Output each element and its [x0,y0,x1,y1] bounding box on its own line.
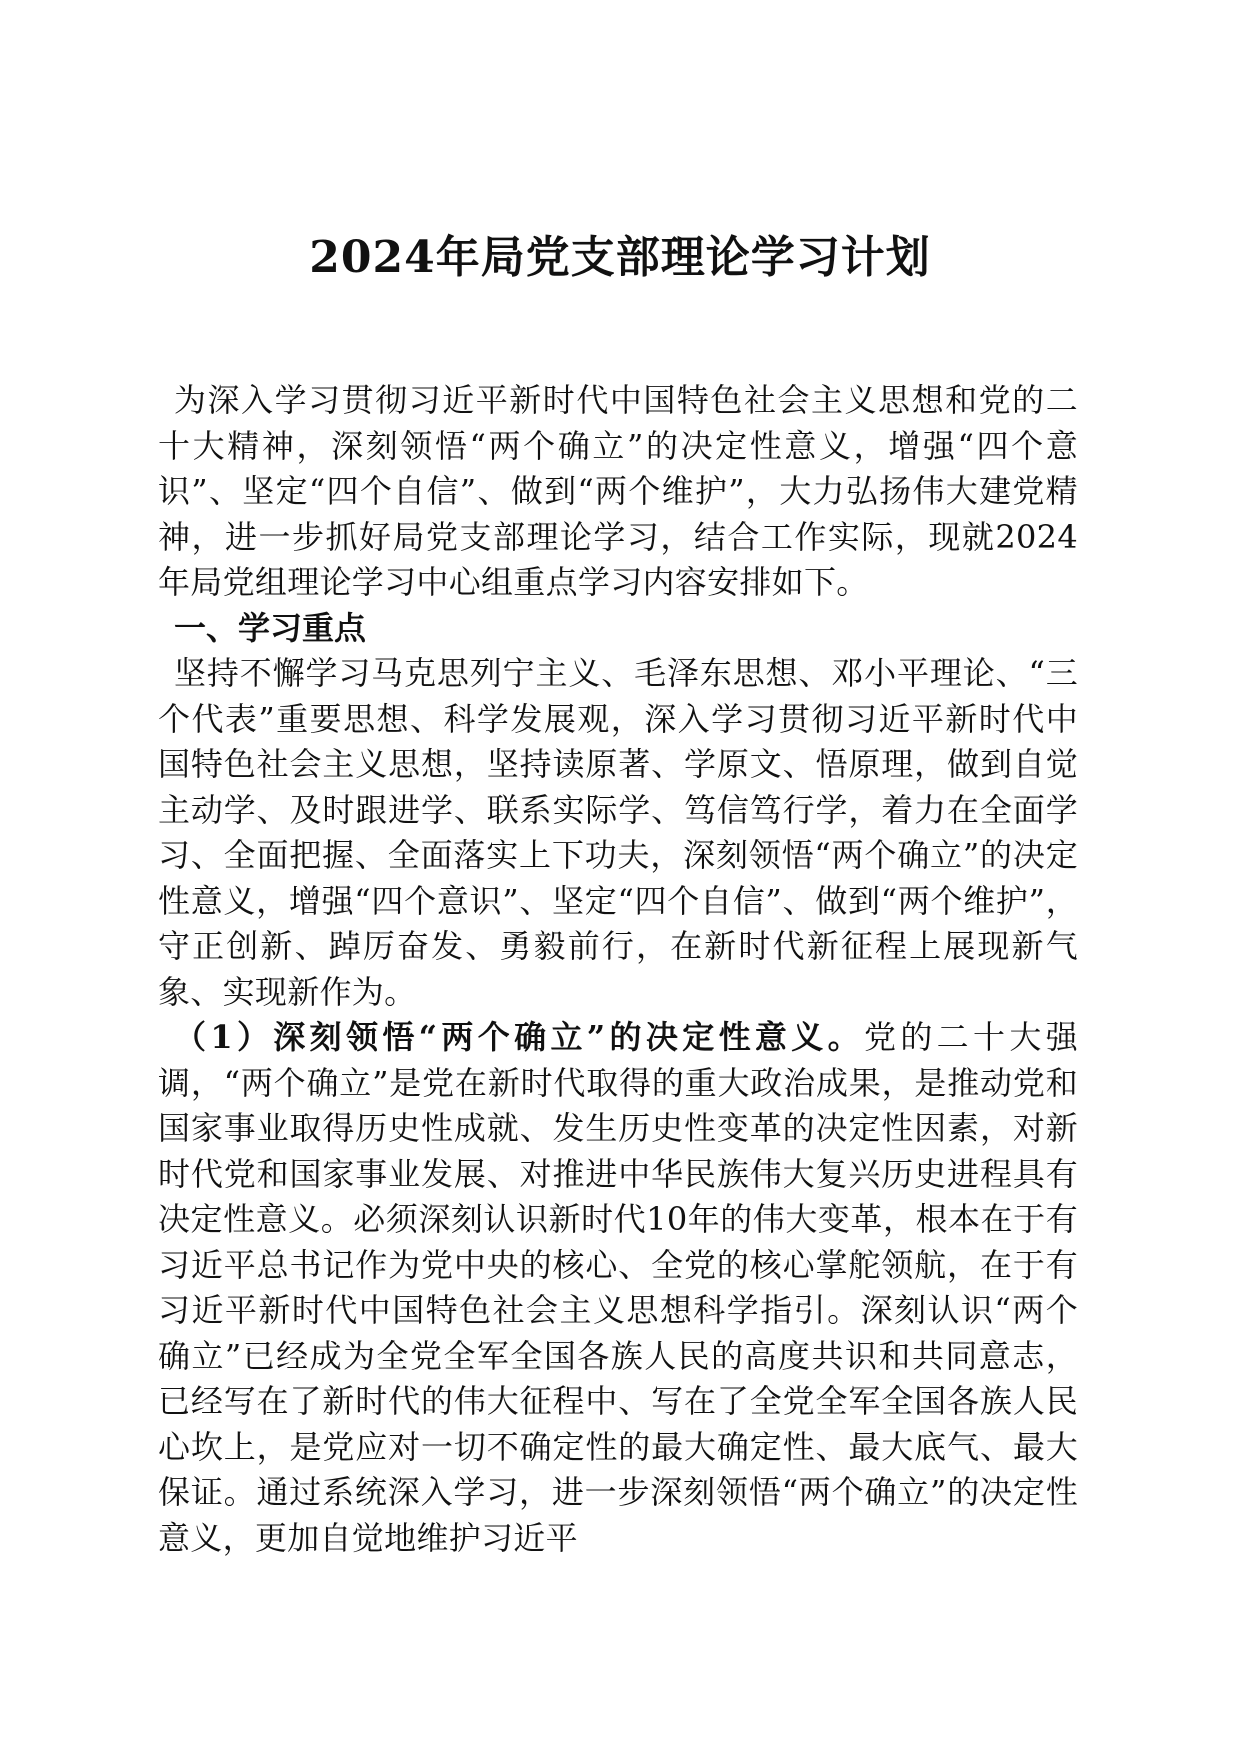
document-body [158,378,1078,1561]
item-1-lead: （1）深刻领悟“两个确立”的决定性意义。 [174,1018,864,1056]
intro-paragraph: 为深入学习贯彻习近平新时代中国特色社会主义思想和党的二十大精神，深刻领悟“两个确立”的决定性意义，增强“四个意识”、坚定“四个自信”、做到“两个维护”，大力弘扬伟大建党精神，进一步抓好局党支部理论学习，结合工作实际，现就2024年局党组理论学习中心组重点学习内容安排如下。 [158,381,1078,601]
document-title: 2024年局党支部理论学习计划 [309,232,931,283]
item-1-paragraph [158,1015,1078,1561]
section-heading-study-focus: 一、学习重点 [174,608,367,647]
item-1-text: 党的二十大强调，“两个确立”是党在新时代取得的重大政治成果，是推动党和国家事业取得历史性成就、发生历史性变革的决定性因素，对新时代党和国家事业发展、对推进中华民族伟大复兴历史进程具有决定性意义。必须深刻认识新时代10年的伟大变革，根本在于有习近平总书记作为党中央的核心、全党的核心掌舵领航，在于有习近平新时代中国特色社会主义思想科学指引。深刻认识“两个确立”已经成为全党全军全国各族人民的高度共识和共同意志，已经写在了新时代的伟大征程中、写在了全党全军全国各族人民心坎上，是党应对一切不确定性的最大确定性、最大底气、最大保证。通过系统深入学习，进一步深刻领悟“两个确立”的决定性意义，更加自觉地维护习近平 [158,1018,1078,1557]
study-focus-paragraph: 坚持不懈学习马克思列宁主义、毛泽东思想、邓小平理论、“三个代表”重要思想、科学发展观，深入学习贯彻习近平新时代中国特色社会主义思想，坚持读原著、学原文、悟原理，做到自觉主动学、及时跟进学、联系实际学、笃信笃行学，着力在全面学习、全面把握、全面落实上下功夫，深刻领悟“两个确立”的决定性意义，增强“四个意识”、坚定“四个自信”、做到“两个维护”，守正创新、踔厉奋发、勇毅前行，在新时代新征程上展现新气象、实现新作为。 [158,654,1078,1011]
